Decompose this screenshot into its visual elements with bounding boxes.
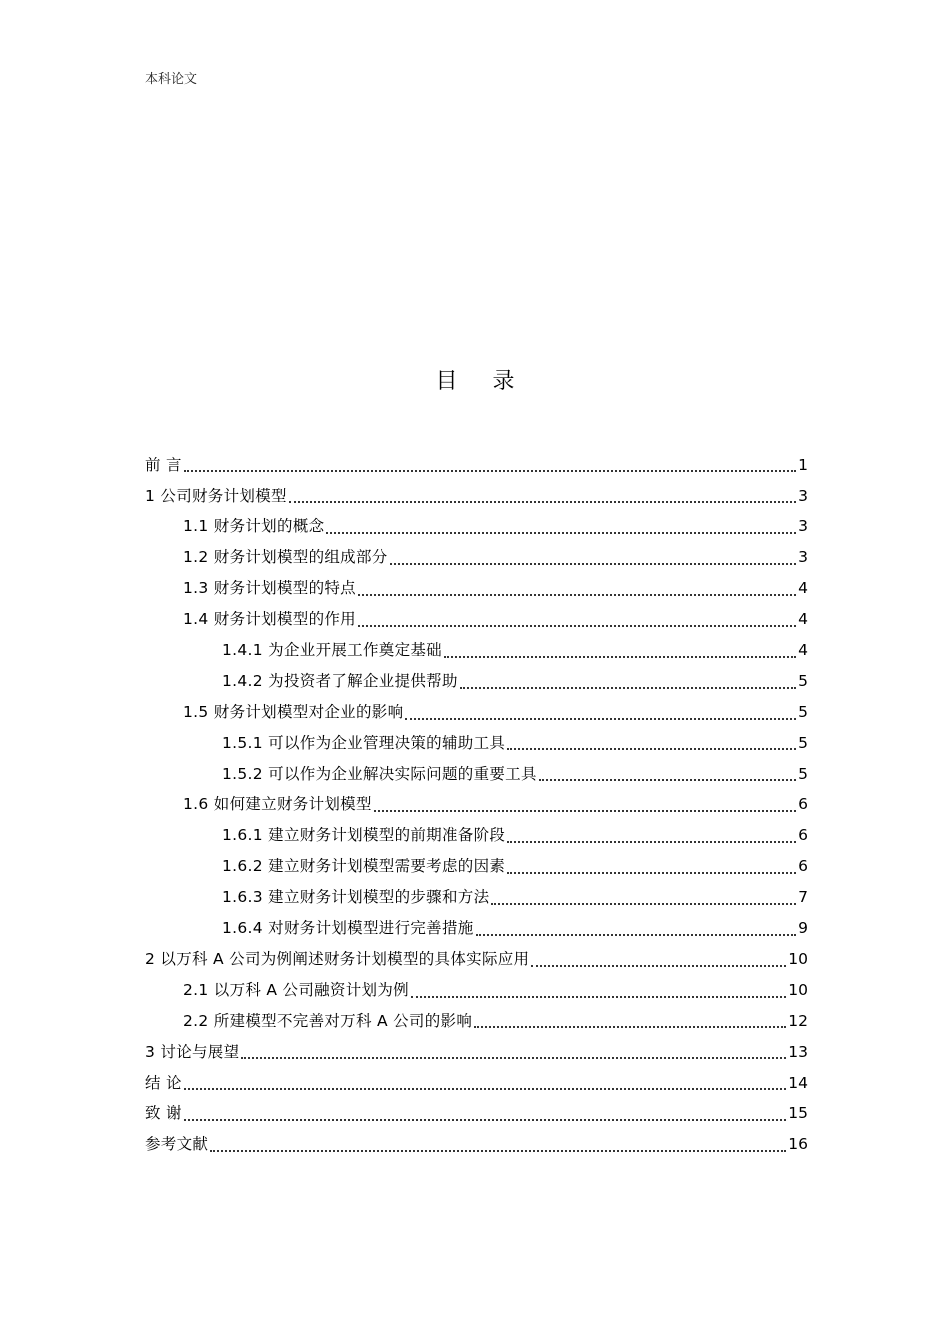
toc-entry-page-number: 6 [798, 795, 808, 814]
toc-dot-leader [476, 934, 796, 936]
toc-entry[interactable] [145, 1099, 808, 1130]
toc-dot-leader [210, 1150, 786, 1152]
toc-entry-page-number: 16 [788, 1135, 808, 1154]
toc-entry-page-number: 1 [798, 455, 808, 474]
toc-entry-label: 前 言 [145, 455, 182, 474]
toc-entry-page-number: 4 [798, 641, 808, 660]
toc-entry-label: 2.2 所建模型不完善对万科 A 公司的影响 [183, 1011, 473, 1030]
toc-dot-leader [539, 779, 796, 781]
toc-entry[interactable] [145, 821, 808, 852]
toc-entry-label: 1.5.2 可以作为企业解决实际问题的重要工具 [222, 764, 537, 783]
toc-entry-label: 1.6.1 建立财务计划模型的前期准备阶段 [222, 826, 506, 845]
toc-entry[interactable] [145, 697, 808, 728]
toc-entry-label: 1.6.2 建立财务计划模型需要考虑的因素 [222, 857, 506, 876]
toc-dot-leader [411, 996, 786, 998]
toc-entry-label: 1.4.2 为投资者了解企业提供帮助 [222, 671, 458, 690]
toc-dot-leader [289, 501, 796, 503]
toc-entry[interactable] [145, 1037, 808, 1068]
toc-entry-page-number: 5 [798, 764, 808, 783]
toc-entry-page-number: 9 [798, 919, 808, 938]
toc-entry-label: 致 谢 [145, 1104, 182, 1123]
toc-entry-page-number: 12 [788, 1011, 808, 1030]
toc-entry[interactable] [145, 728, 808, 759]
toc-entry-label: 1.6.4 对财务计划模型进行完善措施 [222, 919, 474, 938]
toc-entry-label: 结 论 [145, 1073, 182, 1092]
toc-entry-label: 1.6 如何建立财务计划模型 [183, 795, 372, 814]
toc-entry-label: 1.4 财务计划模型的作用 [183, 610, 356, 629]
toc-entry-label: 1.1 财务计划的概念 [183, 517, 325, 536]
toc-dot-leader [507, 841, 796, 843]
toc-dot-leader [184, 1119, 786, 1121]
toc-entry-label: 2 以万科 A 公司为例阐述财务计划模型的具体实际应用 [145, 949, 530, 968]
toc-dot-leader [326, 532, 796, 534]
toc-dot-leader [474, 1026, 786, 1028]
toc-dot-leader [491, 903, 796, 905]
toc-entry-page-number: 7 [798, 888, 808, 907]
toc-entry-page-number: 4 [798, 579, 808, 598]
toc-dot-leader [184, 470, 796, 472]
toc-entry-page-number: 4 [798, 610, 808, 629]
toc-entry-page-number: 5 [798, 702, 808, 721]
toc-entry-label: 1.4.1 为企业开展工作奠定基础 [222, 641, 442, 660]
toc-entry-label: 参考文献 [145, 1135, 209, 1154]
toc-entry-page-number: 14 [788, 1073, 808, 1092]
toc-dot-leader [507, 872, 796, 874]
toc-dot-leader [358, 625, 796, 627]
toc-dot-leader [241, 1057, 786, 1059]
toc-entry[interactable] [145, 790, 808, 821]
toc-dot-leader [358, 594, 796, 596]
toc-entry[interactable] [145, 1068, 808, 1099]
toc-entry[interactable] [145, 574, 808, 605]
toc-entry[interactable] [145, 759, 808, 790]
toc-entry[interactable] [145, 543, 808, 574]
toc-entry[interactable] [145, 512, 808, 543]
toc-entry[interactable] [145, 604, 808, 635]
toc-entry[interactable] [145, 944, 808, 975]
toc-entry-page-number: 3 [798, 517, 808, 536]
page-title: 目 录 [435, 369, 529, 394]
toc-dot-leader [460, 687, 796, 689]
toc-entry-page-number: 3 [798, 486, 808, 505]
toc-entry[interactable] [145, 913, 808, 944]
toc-entry[interactable] [145, 1006, 808, 1037]
toc-dot-leader [531, 965, 786, 967]
toc-entry-label: 1.3 财务计划模型的特点 [183, 579, 356, 598]
toc-entry-label: 2.1 以万科 A 公司融资计划为例 [183, 980, 409, 999]
toc-entry-label: 1.2 财务计划模型的组成部分 [183, 548, 388, 567]
table-of-contents [145, 450, 808, 1160]
toc-entry-label: 1.5.1 可以作为企业管理决策的辅助工具 [222, 733, 506, 752]
toc-dot-leader [374, 810, 796, 812]
toc-entry-page-number: 6 [798, 857, 808, 876]
toc-entry[interactable] [145, 975, 808, 1006]
toc-entry-page-number: 10 [788, 980, 808, 999]
toc-entry-page-number: 5 [798, 733, 808, 752]
toc-entry-label: 1.5 财务计划模型对企业的影响 [183, 702, 404, 721]
toc-entry-page-number: 10 [788, 949, 808, 968]
toc-entry[interactable] [145, 450, 808, 481]
toc-entry[interactable] [145, 852, 808, 883]
toc-entry-page-number: 3 [798, 548, 808, 567]
toc-entry[interactable] [145, 882, 808, 913]
toc-entry[interactable] [145, 635, 808, 666]
toc-entry[interactable] [145, 481, 808, 512]
toc-entry[interactable] [145, 666, 808, 697]
toc-entry-label: 1.6.3 建立财务计划模型的步骤和方法 [222, 888, 490, 907]
page-header: 本科论文 [145, 72, 198, 87]
toc-dot-leader [444, 656, 796, 658]
toc-dot-leader [405, 718, 796, 720]
toc-entry-label: 1 公司财务计划模型 [145, 486, 287, 505]
toc-entry-page-number: 15 [788, 1104, 808, 1123]
toc-entry[interactable] [145, 1130, 808, 1161]
toc-dot-leader [184, 1088, 786, 1090]
toc-entry-page-number: 6 [798, 826, 808, 845]
toc-entry-page-number: 13 [788, 1042, 808, 1061]
toc-entry-label: 3 讨论与展望 [145, 1042, 240, 1061]
toc-dot-leader [390, 563, 796, 565]
toc-entry-page-number: 5 [798, 671, 808, 690]
toc-dot-leader [507, 748, 796, 750]
